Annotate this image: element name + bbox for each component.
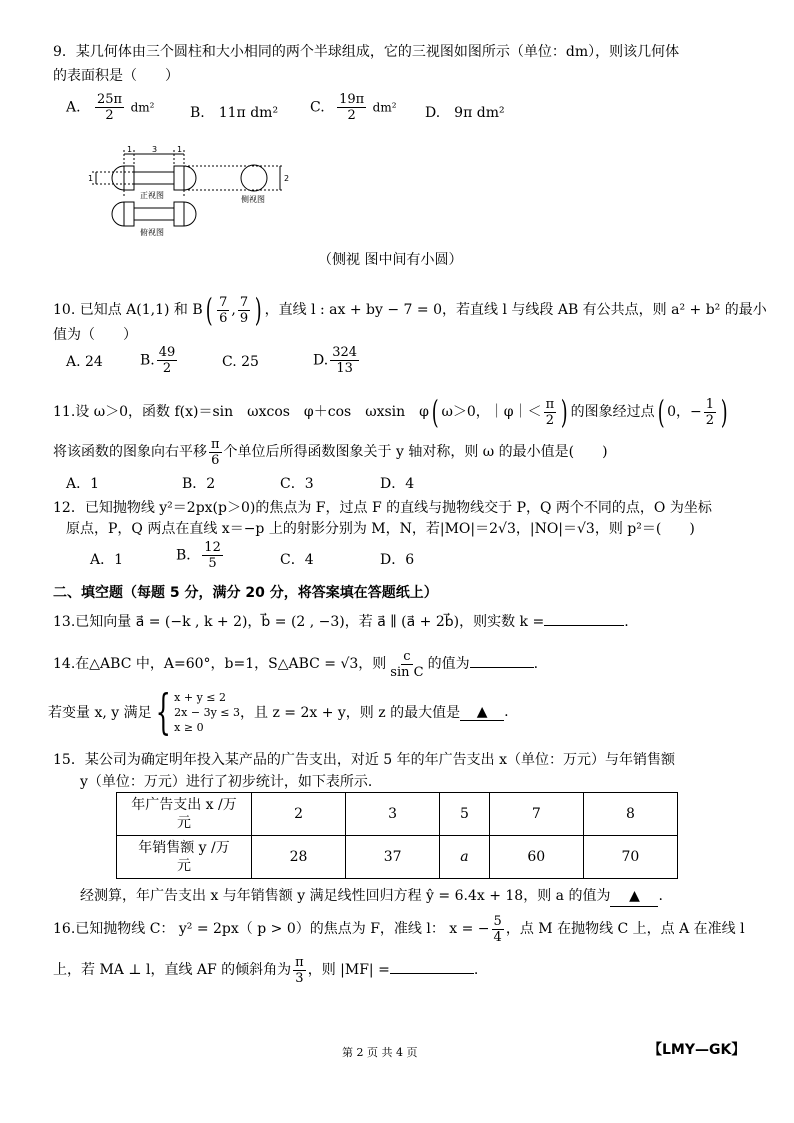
q15-x-value: 8	[583, 793, 677, 836]
q9-stem-line1: 9．某几何体由三个圆柱和大小相同的两个半球组成，它的三视图如图所示（单位：dm），则该几何体	[53, 44, 680, 60]
q15-y-value: 28	[252, 836, 346, 879]
q16-stem-line1: 16.已知抛物线 C： y² = 2px（ p > 0）的焦点为 F，准线 l： x = − $\frac{5}{4}$ ，点 M 在抛物线 C 上，点 A 在准线 l	[53, 913, 745, 945]
q15-data-table	[116, 792, 678, 879]
q14b-constraint-3: x ≥ 0	[174, 720, 204, 734]
q15-answer-blank[interactable]: ▲	[610, 886, 658, 907]
q11-option-b: B．2	[182, 476, 216, 492]
q15-row2-header: 年销售额 y /万 元	[117, 836, 252, 879]
q9-option-d: D. 9π dm²	[425, 105, 505, 121]
q12-option-a: A．1	[90, 552, 124, 568]
q15-x-value: 2	[252, 793, 346, 836]
q9-three-view-figure	[84, 140, 314, 240]
q15-y-value: 37	[346, 836, 440, 879]
q12-option-d: D．6	[380, 552, 415, 568]
q15-x-value: 7	[489, 793, 583, 836]
q14b-answer-blank[interactable]: ▲	[460, 704, 504, 721]
q13-answer-blank[interactable]	[544, 625, 624, 626]
q14b-constraint-2: 2x − 3y ≤ 3	[174, 705, 240, 719]
q12-stem-line1: 12．已知抛物线 y²＝2px(p＞0)的焦点为 F，过点 F 的直线与抛物线交于 P，Q 两个不同的点，O 为坐标	[53, 500, 712, 516]
q9-side-view-label: 侧视图	[241, 195, 265, 204]
q11-option-d: D．4	[380, 476, 415, 492]
q15-x-value: 3	[346, 793, 440, 836]
table-row	[117, 836, 678, 879]
q14b-stem: 若变量 x, y 满足 { x + y ≤ 2 2x − 3y ≤ 3 x ≥ 0 ，且 z = 2x + y，则 z 的最大值是 ▲ .	[48, 684, 509, 740]
q10-stem-line2: 值为（ ）	[53, 327, 137, 343]
section-2-heading: 二、填空题（每题 5 分，满分 20 分，将答案填在答题纸上）	[53, 585, 438, 601]
q9-dim-1b: 1	[177, 145, 183, 154]
q10-option-b: B. $\frac{49}{2}$	[140, 345, 176, 376]
q9-option-b: B. 11π dm²	[190, 105, 279, 121]
q11-option-c: C．3	[280, 476, 314, 492]
q14b-constraint-1: x + y ≤ 2	[174, 690, 226, 704]
q15-y-value: a	[440, 836, 490, 879]
q15-stem-line2: y（单位：万元）进行了初步统计，如下表所示．	[80, 774, 382, 790]
q15-stem-line3: 经测算，年广告支出 x 与年销售额 y 满足线性回归方程 ŷ = 6.4x + 18，则 a 的值为 ▲ .	[80, 886, 663, 907]
q9-top-view-label: 俯视图	[140, 228, 164, 237]
paper-code: 【LMY—GK】	[648, 1042, 746, 1058]
q14-stem: 14.在△ABC 中，A=60°，b=1，S△ABC = √3，则 $\frac{c}{\text{sin C}}$ 的值为 .	[53, 648, 539, 680]
q15-y-value: 70	[583, 836, 677, 879]
q9-note: （侧视 图中间有小圆）	[318, 252, 463, 268]
q12-option-c: C．4	[280, 552, 314, 568]
q15-y-value: 60	[489, 836, 583, 879]
q9-dim-1a: 1	[127, 145, 133, 154]
q11-stem-line2: 将该函数的图象向右平移 $\frac{\pi}{6}$ 个单位后所得函数图象关于 y 轴对称，则 ω 的最小值是( )	[53, 436, 608, 468]
q15-row1-header: 年广告支出 x /万 元	[117, 793, 252, 836]
q9-option-c: C. $\frac{19\pi}{2}$ dm²	[310, 92, 397, 123]
q15-stem-line1: 15．某公司为确定明年投入某产品的广告支出，对近 5 年的年广告支出 x（单位：万元）与年销售额	[53, 752, 675, 768]
q10-stem-line1: 10. 已知点 A(1,1) 和 B( $\frac{7}{6}$ , $\frac{7}{9}$ ) ，直线 l : ax + by − 7 = 0，若直线 l 与线段 AB 有公共点，则 a² + b² 的最小	[53, 291, 767, 329]
q11-stem-line1: 11.设 ω＞0，函数 f(x)＝sin ωxcos φ＋cos ωxsin φ( ω＞0，｜φ｜＜ $\frac{\pi}{2}$ ) 的图象经过点( 0，− $\frac{1}{2}$ )	[53, 393, 728, 431]
q10-option-c: C. 25	[222, 354, 259, 370]
q9-stem-line2: 的表面积是（ ）	[53, 68, 179, 84]
q11-option-a: A．1	[66, 476, 100, 492]
page-number: 第 2 页 共 4 页	[342, 1046, 418, 1059]
q10-option-d: D. $\frac{324}{13}$	[313, 345, 358, 376]
q15-x-value: 5	[440, 793, 490, 836]
q16-answer-blank[interactable]	[390, 973, 474, 974]
q12-stem-line2: 原点，P，Q 两点在直线 x＝−p 上的射影分别为 M，N，若|MO|＝2√3，|NO|＝√3，则 p²＝( )	[66, 521, 695, 537]
q9-dim-left: 1	[88, 174, 94, 183]
q13-stem: 13.已知向量 a⃗ = (−k , k + 2)，b⃗ = (2 , −3)，若 a⃗ ∥ (a⃗ + 2b⃗)，则实数 k = .	[53, 614, 629, 630]
q14-answer-blank[interactable]	[470, 667, 534, 668]
q9-dim-3: 3	[152, 145, 158, 154]
q9-option-a: A. $\frac{25\pi}{2}$ dm²	[66, 92, 155, 123]
q12-option-b: B． $\frac{12}{5}$	[176, 540, 221, 571]
q10-option-a: A. 24	[66, 354, 103, 370]
q9-dim-2: 2	[284, 174, 290, 183]
q9-front-view-label: 正视图	[140, 191, 164, 200]
table-row	[117, 793, 678, 836]
q16-stem-line2: 上，若 MA ⊥ l，直线 AF 的倾斜角为 $\frac{\pi}{3}$ ，则 |MF| = .	[53, 954, 479, 986]
